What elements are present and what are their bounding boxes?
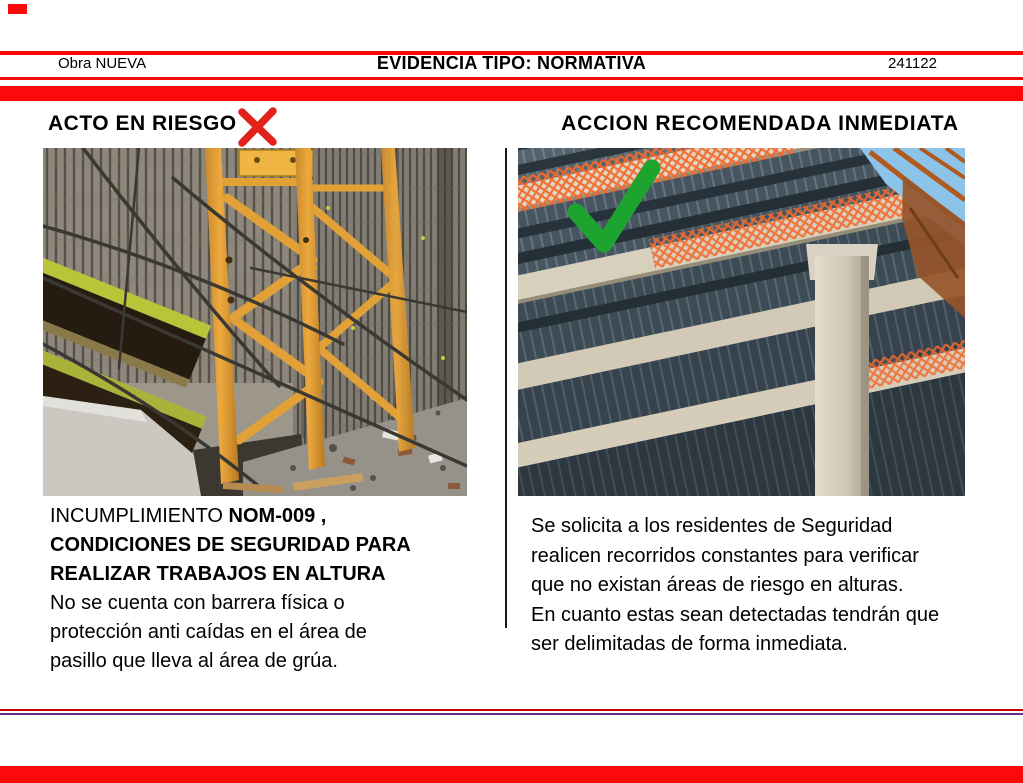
left-body-text bbox=[50, 502, 470, 676]
header-rule-bottom bbox=[0, 77, 1023, 80]
date-code: 241122 bbox=[888, 55, 937, 72]
page-title: EVIDENCIA TIPO: NORMATIVA bbox=[376, 53, 647, 73]
footer-rule-purple bbox=[0, 713, 1023, 715]
action-line-1: Se solicita a los residentes de Seguridad bbox=[531, 515, 893, 537]
finding-line-6: pasillo que lleva al área de grúa. bbox=[50, 650, 338, 672]
x-icon bbox=[234, 106, 280, 148]
right-column-title: ACCION RECOMENDADA INMEDIATA bbox=[561, 112, 959, 135]
project-label: Obra NUEVA bbox=[58, 55, 147, 72]
finding-line-2: CONDICIONES DE SEGURIDAD PARA bbox=[50, 534, 411, 556]
finding-line-1: INCUMPLIMIENTO NOM-009 , bbox=[50, 505, 327, 527]
left-column-title: ACTO EN RIESGO bbox=[48, 112, 237, 135]
column-divider bbox=[505, 148, 507, 628]
finding-line-4: No se cuenta con barrera física o bbox=[50, 592, 345, 614]
right-body-text bbox=[531, 512, 983, 660]
header-accent-bar bbox=[0, 86, 1023, 101]
footer-rule-red bbox=[0, 709, 1023, 711]
action-line-2: realicen recorridos constantes para verificar bbox=[531, 544, 919, 567]
risk-photo bbox=[43, 148, 467, 496]
finding-line-3: REALIZAR TRABAJOS EN ALTURA bbox=[50, 563, 386, 585]
action-photo bbox=[518, 148, 965, 496]
action-line-3: que no existan áreas de riesgo en alturas. bbox=[531, 574, 904, 596]
footer-accent-bar bbox=[0, 766, 1023, 783]
finding-line-5: protección anti caídas en el área de bbox=[50, 621, 367, 643]
action-line-5: ser delimitadas de forma inmediata. bbox=[531, 633, 848, 655]
top-left-red-accent bbox=[8, 4, 27, 14]
action-line-4: En cuanto estas sean detectadas tendrán que bbox=[531, 603, 940, 626]
